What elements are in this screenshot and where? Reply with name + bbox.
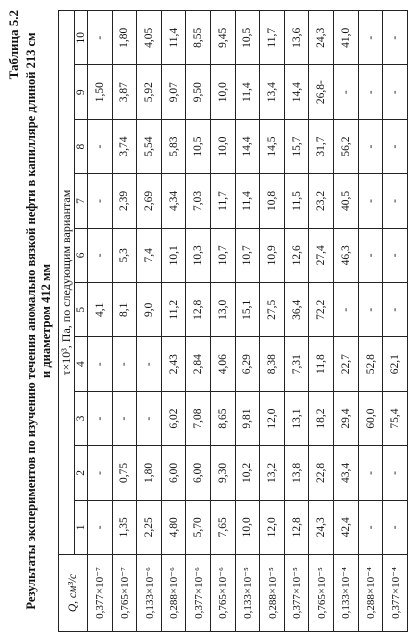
stress-value-cell: 5,70	[186, 500, 211, 554]
stress-value-cell: -	[112, 337, 137, 391]
stress-value-cell: 31,7	[309, 119, 334, 173]
stress-value-cell: 8,38	[260, 337, 285, 391]
flow-rate-cell: 0,765×10⁻⁶	[211, 555, 236, 632]
table-row	[284, 11, 309, 632]
stress-value-cell: -	[358, 119, 383, 173]
stress-value-cell: -	[358, 65, 383, 119]
stress-value-cell: 6,00	[161, 446, 186, 500]
stress-value-cell: 10,1	[161, 228, 186, 282]
table-row	[358, 11, 383, 632]
stress-value-cell: 9,50	[186, 65, 211, 119]
stress-value-cell: -	[137, 391, 162, 445]
variant-header: 2	[75, 446, 88, 500]
stress-value-cell: -	[88, 337, 113, 391]
stress-value-cell: 6,02	[161, 391, 186, 445]
stress-value-cell: 22,8	[309, 446, 334, 500]
stress-value-cell: 27,5	[260, 283, 285, 337]
stress-value-cell: 10,0	[211, 119, 236, 173]
stress-value-cell: 11,2	[161, 283, 186, 337]
flow-rate-cell: 0,377×10⁻⁷	[88, 555, 113, 632]
stress-value-cell: -	[88, 500, 113, 554]
stress-value-cell: 14,5	[260, 119, 285, 173]
stress-value-cell: 12,0	[260, 391, 285, 445]
stress-value-cell: 15,1	[235, 283, 260, 337]
stress-value-cell: -	[383, 11, 408, 65]
stress-value-cell: -	[383, 500, 408, 554]
stress-value-cell: -	[383, 446, 408, 500]
table-row	[260, 11, 285, 632]
stress-header: τ×10³, Па, по следующим вариантам	[59, 11, 75, 555]
stress-value-cell: 1,50	[88, 65, 113, 119]
stress-value-cell: 8,55	[186, 11, 211, 65]
variant-header: 7	[75, 174, 88, 228]
flow-rate-cell: 0,133×10⁻⁴	[334, 555, 359, 632]
stress-value-cell: -	[88, 119, 113, 173]
stress-value-cell: 4,80	[161, 500, 186, 554]
stress-value-cell: 9,0	[137, 283, 162, 337]
stress-value-cell: 8,1	[112, 283, 137, 337]
variant-header: 8	[75, 119, 88, 173]
stress-value-cell: 13,6	[284, 11, 309, 65]
stress-value-cell: 7,31	[284, 337, 309, 391]
stress-value-cell: 18,2	[309, 391, 334, 445]
stress-value-cell: 2,69	[137, 174, 162, 228]
flow-rate-cell: 0,377×10⁻⁴	[383, 555, 408, 632]
variant-header: 10	[75, 11, 88, 65]
stress-value-cell: 13,8	[284, 446, 309, 500]
stress-value-cell: -	[137, 337, 162, 391]
stress-value-cell: 36,4	[284, 283, 309, 337]
flow-rate-cell: 0,765×10⁻⁵	[309, 555, 334, 632]
header-row-top	[59, 11, 75, 632]
stress-value-cell: 14,4	[284, 65, 309, 119]
stress-value-cell: 14,4	[235, 119, 260, 173]
stress-value-cell: 56,2	[334, 119, 359, 173]
stress-value-cell: 8,65	[211, 391, 236, 445]
stress-value-cell: -	[358, 228, 383, 282]
stress-value-cell: -	[358, 283, 383, 337]
stress-value-cell: 10,7	[211, 228, 236, 282]
stress-value-cell: 11,7	[260, 11, 285, 65]
stress-value-cell: -	[358, 11, 383, 65]
stress-value-cell: 4,1	[88, 283, 113, 337]
stress-value-cell: 1,80	[137, 446, 162, 500]
stress-value-cell: 12,0	[260, 500, 285, 554]
stress-value-cell: 10,5	[186, 119, 211, 173]
stress-value-cell: 10,9	[260, 228, 285, 282]
table-row	[137, 11, 162, 632]
stress-value-cell: 4,34	[161, 174, 186, 228]
flow-rate-cell: 0,288×10⁻⁵	[260, 555, 285, 632]
table-body	[88, 11, 408, 632]
stress-value-cell: 11,4	[235, 65, 260, 119]
stress-value-cell: 43,4	[334, 446, 359, 500]
flow-rate-cell: 0,288×10⁻⁴	[358, 555, 383, 632]
stress-value-cell: -	[383, 65, 408, 119]
variant-header-row	[75, 11, 88, 632]
stress-value-cell: -	[358, 500, 383, 554]
stress-value-cell: 9,45	[211, 11, 236, 65]
variant-header: 9	[75, 65, 88, 119]
stress-value-cell: 13,1	[284, 391, 309, 445]
stress-value-cell: 0,75	[112, 446, 137, 500]
stress-value-cell: 9,30	[211, 446, 236, 500]
stress-value-cell: 7,03	[186, 174, 211, 228]
table-row	[112, 11, 137, 632]
stress-value-cell: -	[88, 228, 113, 282]
stress-value-cell: 11,8	[309, 337, 334, 391]
stress-value-cell: 75,4	[383, 391, 408, 445]
stress-value-cell: 29,4	[334, 391, 359, 445]
stress-value-cell: 4,05	[137, 11, 162, 65]
stress-value-cell: -	[358, 446, 383, 500]
table-row	[383, 11, 408, 632]
stress-value-cell: 1,35	[112, 500, 137, 554]
stress-value-cell: 10,3	[186, 228, 211, 282]
table-row	[211, 11, 236, 632]
stress-value-cell: 3,87	[112, 65, 137, 119]
stress-value-cell: 2,43	[161, 337, 186, 391]
stress-value-cell: -	[88, 174, 113, 228]
stress-value-cell: 13,4	[260, 65, 285, 119]
stress-value-cell: -	[88, 446, 113, 500]
stress-value-cell: 27,4	[309, 228, 334, 282]
stress-value-cell: 2,39	[112, 174, 137, 228]
flow-rate-cell: 0,765×10⁻⁷	[112, 555, 137, 632]
stress-value-cell: 24,3	[309, 11, 334, 65]
stress-value-cell: 2,25	[137, 500, 162, 554]
stress-value-cell: 6,29	[235, 337, 260, 391]
stress-value-cell: -	[112, 391, 137, 445]
stress-value-cell: 52,8	[358, 337, 383, 391]
table-caption: Результаты экспериментов по изучению течения аномально вязкой нефти в капилляре длиной 213 см	[24, 32, 38, 610]
flow-rate-cell: 0,377×10⁻⁶	[186, 555, 211, 632]
stress-value-cell: 22,7	[334, 337, 359, 391]
stress-value-cell: 10,7	[235, 228, 260, 282]
stress-value-cell: 11,4	[235, 174, 260, 228]
stress-value-cell: 23,2	[309, 174, 334, 228]
table-row	[334, 11, 359, 632]
stress-value-cell: -	[88, 11, 113, 65]
stress-value-cell: 13,0	[211, 283, 236, 337]
stress-value-cell: 3,74	[112, 119, 137, 173]
flow-rate-cell: 0,133×10⁻⁵	[235, 555, 260, 632]
stress-value-cell: 26,8-	[309, 65, 334, 119]
table-row	[88, 11, 113, 632]
table-caption-continued: и диаметром 412 мм	[39, 264, 53, 378]
stress-value-cell: 12,8	[284, 500, 309, 554]
stress-value-cell: 41,0	[334, 11, 359, 65]
variant-header: 3	[75, 391, 88, 445]
table-number: Таблица 5.2	[6, 10, 21, 80]
stress-value-cell: 2,84	[186, 337, 211, 391]
stress-value-cell: 7,65	[211, 500, 236, 554]
stress-value-cell: 10,2	[235, 446, 260, 500]
stress-value-cell: 10,0	[211, 65, 236, 119]
stress-value-cell: 6,00	[186, 446, 211, 500]
stress-value-cell: -	[383, 174, 408, 228]
stress-value-cell: 7,4	[137, 228, 162, 282]
stress-value-cell: 46,3	[334, 228, 359, 282]
table-row	[309, 11, 334, 632]
stress-value-cell: -	[334, 283, 359, 337]
stress-value-cell: 5,54	[137, 119, 162, 173]
stress-value-cell: 72,2	[309, 283, 334, 337]
stress-value-cell: 13,2	[260, 446, 285, 500]
stress-value-cell: 12,8	[186, 283, 211, 337]
table-row	[186, 11, 211, 632]
stress-value-cell: 1,80	[112, 11, 137, 65]
stress-value-cell: 11,7	[211, 174, 236, 228]
flow-rate-cell: 0,133×10⁻⁶	[137, 555, 162, 632]
stress-value-cell: -	[383, 228, 408, 282]
stress-value-cell: -	[383, 119, 408, 173]
flow-rate-cell: 0,288×10⁻⁶	[161, 555, 186, 632]
stress-value-cell: -	[88, 391, 113, 445]
table-row	[235, 11, 260, 632]
stress-value-cell: 11,4	[161, 11, 186, 65]
stress-value-cell: 40,5	[334, 174, 359, 228]
stress-value-cell: 42,4	[334, 500, 359, 554]
stress-value-cell: 11,5	[284, 174, 309, 228]
table-row	[161, 11, 186, 632]
stress-value-cell: 60,0	[358, 391, 383, 445]
stress-value-cell: 9,81	[235, 391, 260, 445]
stress-value-cell: 10,5	[235, 11, 260, 65]
stress-value-cell: 5,3	[112, 228, 137, 282]
stress-value-cell: -	[334, 65, 359, 119]
stress-value-cell: 12,6	[284, 228, 309, 282]
stress-value-cell: 62,1	[383, 337, 408, 391]
stress-value-cell: 15,7	[284, 119, 309, 173]
variant-header: 6	[75, 228, 88, 282]
stress-value-cell: -	[383, 283, 408, 337]
stress-value-cell: 9,07	[161, 65, 186, 119]
stress-value-cell: -	[358, 174, 383, 228]
stress-value-cell: 24,3	[309, 500, 334, 554]
stress-value-cell: 7,08	[186, 391, 211, 445]
variant-header: 5	[75, 283, 88, 337]
flow-rate-cell: 0,377×10⁻⁵	[284, 555, 309, 632]
results-table	[58, 10, 408, 632]
flow-rate-header: Q, см³/с	[59, 555, 88, 632]
stress-value-cell: 10,0	[235, 500, 260, 554]
variant-header: 1	[75, 500, 88, 554]
variant-header: 4	[75, 337, 88, 391]
stress-value-cell: 10,8	[260, 174, 285, 228]
stress-value-cell: 5,83	[161, 119, 186, 173]
stress-value-cell: 5,92	[137, 65, 162, 119]
stress-value-cell: 4,06	[211, 337, 236, 391]
